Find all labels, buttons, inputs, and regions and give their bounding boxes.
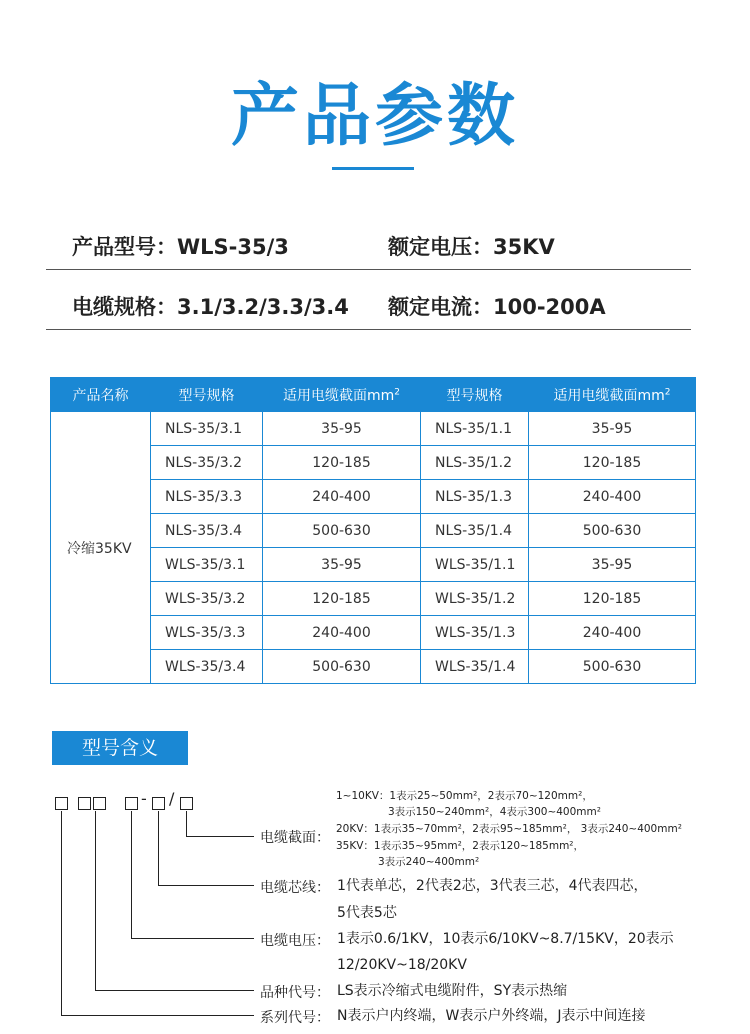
header-section: 适用电缆截面$mm^2$: [263, 378, 421, 412]
title-underline: [332, 167, 414, 170]
spec-current: 额定电流：100-200A: [388, 295, 606, 319]
meaning-voltage-desc-2: 12/20KV~18/20KV: [337, 957, 467, 973]
section-cell: 240-400: [263, 616, 421, 650]
section-cell-2: 500-630: [529, 650, 696, 684]
meaning-series-desc: N表示户内终端，W表示户外终端，J表示中间连接: [337, 1008, 646, 1024]
model-cell: NLS-35/3.1: [151, 412, 263, 446]
model-meaning-badge: 型号含义: [52, 731, 188, 765]
model-cell-2: NLS-35/1.3: [421, 480, 529, 514]
connector-line: [95, 811, 96, 991]
connector-line: [61, 1015, 254, 1016]
model-cell: NLS-35/3.3: [151, 480, 263, 514]
table-row: [51, 412, 696, 446]
meaning-variety-label: 品种代号：: [260, 985, 330, 1001]
section-line-4: 35KV：1表示35~95mm²，2表示120~185mm²，: [336, 840, 585, 852]
model-cell: WLS-35/3.2: [151, 582, 263, 616]
spec-table: [50, 377, 696, 684]
spec-divider: [46, 329, 691, 330]
section-cell-2: 240-400: [529, 480, 696, 514]
code-dash: -: [141, 789, 147, 808]
header-model-2: 型号规格: [421, 378, 529, 412]
meaning-variety-desc: LS表示冷缩式电缆附件，SY表示热缩: [337, 983, 568, 999]
spec-model: 产品型号：WLS-35/3: [72, 235, 289, 259]
connector-line: [158, 885, 254, 886]
section-cell: 240-400: [263, 480, 421, 514]
spec-cable: 电缆规格：3.1/3.2/3.3/3.4: [72, 295, 349, 319]
connector-line: [95, 990, 254, 991]
section-cell: 500-630: [263, 650, 421, 684]
section-cell-2: 35-95: [529, 548, 696, 582]
section-cell-2: 120-185: [529, 582, 696, 616]
meaning-section-label: 电缆截面：: [260, 830, 330, 846]
connector-line: [158, 811, 159, 886]
meaning-voltage-label: 电缆电压：: [260, 933, 330, 949]
code-box-section: [180, 797, 193, 810]
spec-voltage: 额定电压：35KV: [388, 235, 555, 259]
section-line-1: 1~10KV：1表示25~50mm²，2表示70~120mm²，: [336, 790, 593, 802]
meaning-series-label: 系列代号：: [260, 1010, 330, 1026]
meaning-core-desc-2: 5代表5芯: [337, 905, 397, 921]
section-line-5: 3表示240~400mm²: [378, 856, 480, 868]
model-cell-2: WLS-35/1.4: [421, 650, 529, 684]
section-line-2: 3表示150~240mm²，4表示300~400mm²: [388, 806, 601, 818]
connector-line: [186, 811, 187, 837]
model-cell-2: NLS-35/1.1: [421, 412, 529, 446]
connector-line: [186, 836, 254, 837]
model-cell: WLS-35/3.4: [151, 650, 263, 684]
section-line-3: 20KV：1表示35~70mm²，2表示95~185mm²， 3表示240~400mm²: [336, 823, 682, 835]
page-title: 产品参数: [230, 77, 519, 156]
meaning-voltage-desc: 1表示0.6/1KV，10表示6/10KV~8.7/15KV，20表示: [337, 931, 674, 947]
model-cell-2: NLS-35/1.2: [421, 446, 529, 480]
section-cell-2: 240-400: [529, 616, 696, 650]
table-header-row: [51, 378, 696, 412]
code-box-series: [55, 797, 68, 810]
connector-line: [61, 811, 62, 1016]
model-cell: NLS-35/3.2: [151, 446, 263, 480]
model-cell-2: WLS-35/1.2: [421, 582, 529, 616]
section-cell: 35-95: [263, 548, 421, 582]
code-box-variety-2: [93, 797, 106, 810]
section-cell: 500-630: [263, 514, 421, 548]
code-box-variety-1: [78, 797, 91, 810]
code-box-voltage: [125, 797, 138, 810]
section-cell: 120-185: [263, 582, 421, 616]
header-section-2: 适用电缆截面$mm^2$: [529, 378, 696, 412]
meaning-core-desc: 1代表单芯，2代表2芯，3代表三芯，4代表四芯，: [337, 878, 648, 894]
header-product-name: 产品名称: [51, 378, 151, 412]
model-cell: WLS-35/3.3: [151, 616, 263, 650]
category-cell: 冷缩35KV: [51, 412, 151, 684]
header-model: 型号规格: [151, 378, 263, 412]
model-cell: NLS-35/3.4: [151, 514, 263, 548]
code-slash: /: [169, 789, 175, 808]
model-cell: WLS-35/3.1: [151, 548, 263, 582]
section-cell: 120-185: [263, 446, 421, 480]
connector-line: [131, 938, 254, 939]
section-cell: 35-95: [263, 412, 421, 446]
spec-divider: [46, 269, 691, 270]
model-cell-2: WLS-35/1.3: [421, 616, 529, 650]
section-cell-2: 35-95: [529, 412, 696, 446]
code-box-core: [152, 797, 165, 810]
meaning-core-label: 电缆芯线：: [260, 880, 330, 896]
section-cell-2: 500-630: [529, 514, 696, 548]
connector-line: [131, 811, 132, 939]
section-cell-2: 120-185: [529, 446, 696, 480]
model-cell-2: NLS-35/1.4: [421, 514, 529, 548]
model-cell-2: WLS-35/1.1: [421, 548, 529, 582]
